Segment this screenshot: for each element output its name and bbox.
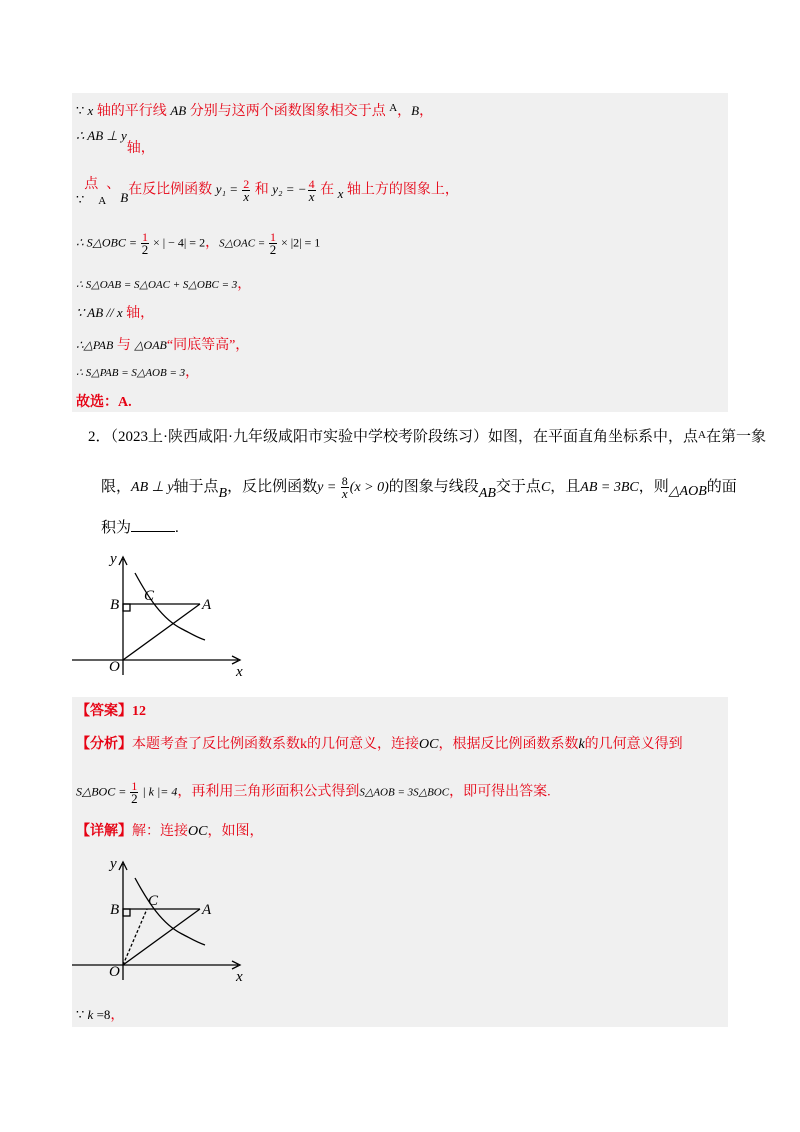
figure-detail bbox=[60, 850, 260, 990]
point-a-label: A bbox=[202, 902, 212, 918]
solution-line-5: ∴ S△OAB = S△OAC + S△OBC = 3， bbox=[76, 277, 252, 292]
question-2-line-1: 2．（2023上·陕西咸阳·九年级咸阳市实验中学校考阶段练习）如图，在平面直角坐标系中，点$^A$在第一象 bbox=[88, 429, 766, 445]
solution-line-3: ∵点$_A$、B在反比例函数 y₁ = $\frac{2}{x}$ 和 y₂ = − $\frac{4}{x}$ 在 x 轴上方的图象上， bbox=[76, 176, 459, 207]
solution-line-2: ∴ AB ⊥ y轴， bbox=[76, 128, 155, 156]
solution-line-6: ∵ AB // x 轴， bbox=[76, 305, 155, 321]
question-2-line-2: 限，AB ⊥ y轴于点B，反比例函数y = $\frac{8}{x}$ (x > 0)的图象与线段AB交于点C，且AB = 3BC，则△AOB的面 bbox=[101, 474, 737, 501]
point-b-label: B bbox=[110, 597, 120, 613]
origin-label: O bbox=[109, 964, 120, 980]
solution-line-1: ∵ x 轴的平行线 AB 分别与这两个函数图象相交于点 $^A$，B， bbox=[76, 102, 434, 119]
detail-line-1: 【详解】解：连接OC，如图， bbox=[76, 824, 264, 839]
y-axis-label: y bbox=[110, 551, 117, 567]
point-a-label: A bbox=[202, 597, 212, 613]
x-axis-label: x bbox=[236, 664, 243, 680]
solution-line-8: ∴ S△PAB = S△AOB = 3， bbox=[76, 365, 200, 380]
y-axis-label: y bbox=[110, 856, 117, 872]
point-c-label: C bbox=[148, 893, 159, 909]
analysis-line-1: 【分析】本题考查了反比例函数系数k的几何意义，连接OC，根据反比例函数系数k的几何意义得到 bbox=[76, 737, 683, 752]
solution-line-7: ∴△PAB 与 △OAB“同底等高”， bbox=[76, 338, 250, 353]
solution-line-4: ∴ S△OBC = $\frac{1}{2}$ × | − 4| = 2，S△OAC = $\frac{1}{2}$ × |2| = 1 bbox=[76, 230, 321, 257]
question-2-line-3: 积为 . bbox=[101, 517, 179, 539]
point-b-label: B bbox=[110, 902, 120, 918]
answer-line: 【答案】12 bbox=[76, 704, 146, 719]
detail-line-last: ∵ k =8， bbox=[76, 1007, 125, 1023]
origin-label: O bbox=[109, 659, 120, 675]
figure-question-2 bbox=[60, 545, 260, 685]
solution-line-9: 故选：A. bbox=[76, 395, 132, 410]
analysis-line-2: S△BOC = $\frac{1}{2}$ | k |= 4，再利用三角形面积公式得到S△AOB = 3S△BOC，即可得出答案. bbox=[76, 779, 551, 806]
x-axis-label: x bbox=[236, 969, 243, 985]
answer-blank bbox=[131, 517, 175, 532]
point-c-label: C bbox=[144, 588, 155, 604]
